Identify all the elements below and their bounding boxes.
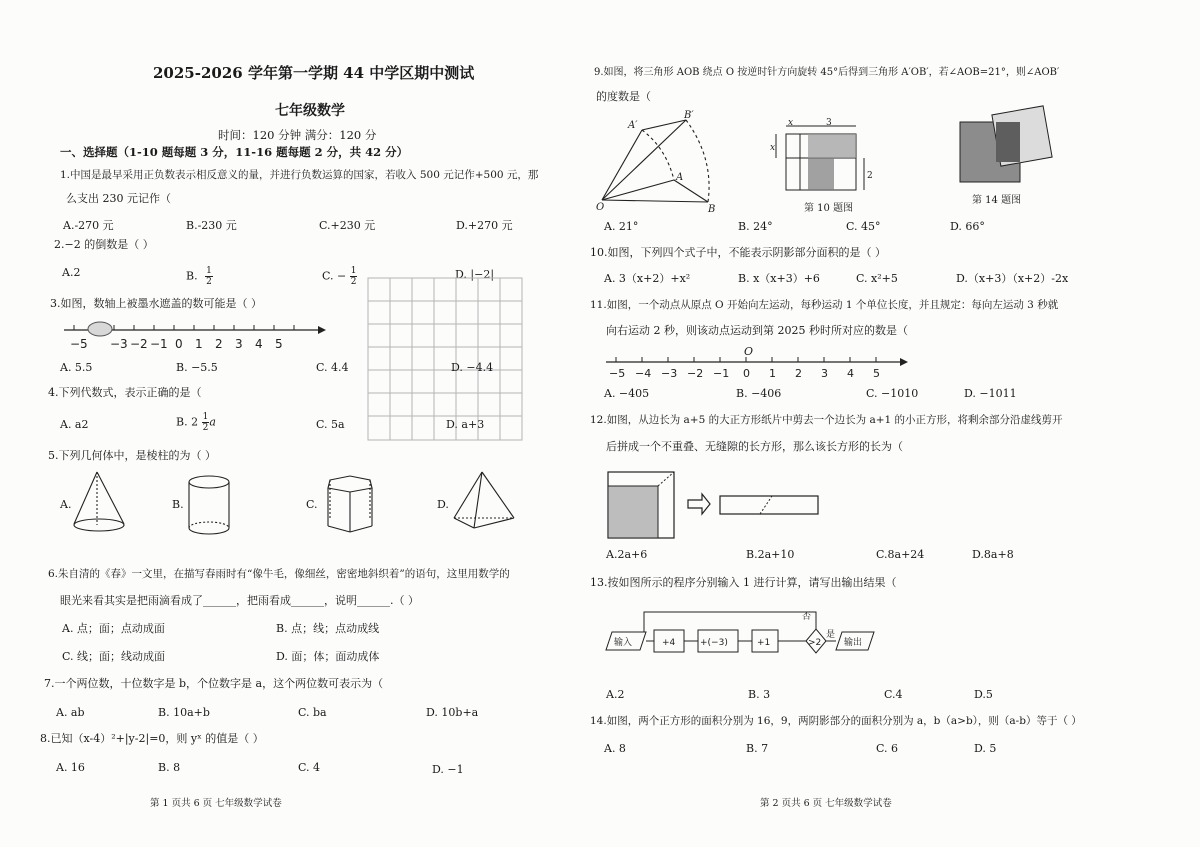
q7-option-d[interactable]: D. 10b+a [426, 706, 479, 719]
q5-option-b[interactable]: B. [172, 498, 184, 511]
q11-origin-label: O [744, 345, 754, 358]
q4-b-variable: a [209, 415, 216, 429]
q10-label-2: 2 [867, 171, 873, 181]
q3-tick-label: −2 [130, 337, 148, 351]
exam-meta: 时间：120 分钟 满分：120 分 [218, 128, 377, 142]
q11-tick-label: −1 [713, 367, 730, 380]
q11-line2: 向右运动 2 秒，则该动点运动到第 2025 秒时所对应的数是（ [606, 324, 908, 337]
q3-option-d[interactable]: D. −4.4 [451, 361, 494, 374]
q2-c-denominator: 2 [350, 277, 357, 287]
flow-compare: >2 [808, 638, 822, 648]
q9-option-c[interactable]: C. 45° [846, 220, 881, 233]
q2-c-sign: − [337, 269, 347, 283]
q4-b-denominator: 2 [202, 423, 209, 433]
q9-line2: 的度数是（ [596, 90, 651, 103]
q1-option-c[interactable]: C.+230 元 [319, 219, 376, 232]
q12-line1: 12.如图，从边长为 a+5 的大正方形纸片中剪去一个边长为 a+1 的小正方形，将剩余部分沿虚线剪开 [590, 414, 1063, 426]
q10-label-3: 3 [826, 118, 832, 128]
q11-tick-label: 0 [743, 367, 750, 380]
q5-option-d[interactable]: D. [437, 498, 449, 511]
flow-add-4: +4 [662, 638, 676, 648]
q9-label-a: A [676, 172, 684, 183]
q6-option-c[interactable]: C. 线；面；线动成面 [62, 650, 166, 663]
q11-tick-label: 2 [795, 367, 802, 380]
q14-figure [956, 104, 1066, 194]
q13-text: 13.按如图所示的程序分别输入 1 进行计算，请写出输出结果（ [590, 576, 897, 589]
q1-line1: 1.中国是最早采用正负数表示相反意义的量，并进行负数运算的国家，若收入 500 元记作+500 元，那 [60, 169, 539, 181]
q8-option-c[interactable]: C. 4 [298, 761, 321, 774]
q11-option-c[interactable]: C. −1010 [866, 387, 919, 400]
q11-option-b[interactable]: B. −406 [736, 387, 782, 400]
q9-option-a[interactable]: A. 21° [604, 220, 639, 233]
flow-no-label: 否 [802, 612, 812, 622]
right-page [590, 0, 1200, 847]
q14-option-d[interactable]: D. 5 [974, 742, 997, 755]
q10-text: 10.如图，下列四个式子中，不能表示阴影部分面积的是（ ） [590, 246, 886, 259]
q10-option-b[interactable]: B. x（x+3）+6 [738, 272, 820, 285]
q3-tick-label: −3 [110, 337, 128, 351]
q8-option-b[interactable]: B. 8 [158, 761, 181, 774]
q3-tick-label: 2 [215, 337, 223, 351]
q5-text: 5.下列几何体中，是棱柱的为（ ） [48, 449, 216, 462]
q7-option-a[interactable]: A. ab [56, 706, 85, 719]
q13-option-a[interactable]: A.2 [606, 688, 625, 701]
q14-option-b[interactable]: B. 7 [746, 742, 769, 755]
q3-number-line [60, 316, 330, 350]
bleed-grid-figure [368, 278, 522, 440]
q11-tick-label: 1 [769, 367, 776, 380]
q7-option-b[interactable]: B. 10a+b [158, 706, 210, 719]
q9-label-b: B [708, 204, 716, 215]
ink-blot [88, 322, 112, 336]
q8-option-d[interactable]: D. −1 [432, 763, 464, 776]
q4-option-b[interactable]: B. 2 $\frac{1}{2}$ a [176, 412, 216, 433]
q1-option-b[interactable]: B.-230 元 [186, 219, 237, 232]
q5-option-a[interactable]: A. [60, 498, 72, 511]
q10-label-x-top: x [788, 118, 794, 128]
q3-tick-label: 5 [275, 337, 283, 351]
q3-tick-label: −5 [70, 337, 88, 351]
q13-option-c[interactable]: C.4 [884, 688, 903, 701]
q11-number-line [606, 346, 916, 380]
pyramid-figure [452, 470, 518, 538]
q4-text: 4.下列代数式，表示正确的是（ [48, 386, 202, 399]
q10-caption: 第 10 题图 [804, 203, 854, 214]
flow-output: 输出 [844, 638, 863, 648]
q9-line1: 9.如图，将三角形 AOB 绕点 O 按逆时针方向旋转 45°后得到三角形 A′OB′，若∠AOB=21°，则∠AOB′ [594, 67, 1060, 78]
q12-option-b[interactable]: B.2a+10 [746, 548, 795, 561]
q2-b-numerator: 1 [206, 266, 212, 276]
q13-option-d[interactable]: D.5 [974, 688, 993, 701]
q4-option-d[interactable]: D. a+3 [446, 418, 485, 431]
q3-tick-label: 4 [255, 337, 263, 351]
q8-option-a[interactable]: A. 16 [56, 761, 85, 774]
cylinder-figure [185, 474, 235, 538]
q14-option-a[interactable]: A. 8 [604, 742, 626, 755]
q1-option-a[interactable]: A.-270 元 [63, 219, 114, 232]
flow-input: 输入 [614, 638, 633, 648]
q9-rotation-figure [596, 108, 720, 215]
q11-line1: 11.如图，一个动点从原点 O 开始向左运动，每秒运动 1 个单位长度，并且规定：每向左运动 3 秒就 [590, 299, 1059, 311]
q2-c-numerator: 1 [350, 266, 357, 276]
q12-option-c[interactable]: C.8a+24 [876, 548, 925, 561]
q6-line2: 眼光来看其实是把雨滴看成了______，把雨看成______，说明______.（ ） [60, 594, 419, 607]
q6-option-d[interactable]: D. 面；体；面动成体 [276, 650, 380, 663]
q2-option-b[interactable]: B. $\frac{1}{2}$ [186, 266, 212, 287]
q4-option-a[interactable]: A. a2 [60, 418, 89, 431]
q4-b-integer: 2 [191, 415, 199, 429]
q3-option-c[interactable]: C. 4.4 [316, 361, 349, 374]
q9-option-d[interactable]: D. 66° [950, 220, 985, 233]
q12-figure [606, 470, 826, 542]
q2-option-d[interactable]: D. |−2| [455, 268, 495, 281]
q4-option-c[interactable]: C. 5a [316, 418, 345, 431]
q4-b-numerator: 1 [202, 412, 209, 422]
q6-line1: 6.朱自清的《春》一文里，在描写春雨时有“像牛毛，像细丝，密密地斜织着”的语句，这里用数学的 [48, 568, 510, 580]
q12-option-d[interactable]: D.8a+8 [972, 548, 1014, 561]
q10-figure [770, 120, 880, 200]
q10-option-d[interactable]: D.（x+3）（x+2）-2x [956, 272, 1069, 285]
left-page [0, 0, 590, 847]
q2-option-c[interactable]: C. − $\frac{1}{2}$ [322, 266, 357, 287]
q6-option-a[interactable]: A. 点；面；点动成面 [62, 622, 165, 635]
q11-tick-label: −5 [609, 367, 626, 380]
q6-option-b[interactable]: B. 点；线；点动成线 [276, 622, 380, 635]
right-footer: 第 2 页共 6 页 七年级数学试卷 [760, 798, 892, 809]
q3-tick-label: −1 [150, 337, 168, 351]
q11-tick-label: 3 [821, 367, 828, 380]
q9-option-b[interactable]: B. 24° [738, 220, 773, 233]
q2-option-a[interactable]: A.2 [62, 266, 81, 279]
q14-caption: 第 14 题图 [972, 195, 1022, 206]
q1-option-d[interactable]: D.+270 元 [456, 219, 513, 232]
q3-option-b[interactable]: B. −5.5 [176, 361, 218, 374]
hexagonal-prism-figure [320, 474, 380, 540]
exam-title: 2025-2026 学年第一学期 44 中学区期中测试 [153, 64, 475, 82]
flow-yes-label: 是 [826, 630, 836, 640]
q7-text: 7.一个两位数，十位数字是 b，个位数字是 a，这个两位数可表示为（ [44, 677, 384, 690]
q12-option-a[interactable]: A.2a+6 [606, 548, 648, 561]
q11-tick-label: −3 [661, 367, 678, 380]
q11-tick-label: −2 [687, 367, 704, 380]
q13-option-b[interactable]: B. 3 [748, 688, 771, 701]
q10-option-c[interactable]: C. x²+5 [856, 272, 898, 285]
section-heading: 一、选择题（1-10 题每题 3 分，11-16 题每题 2 分，共 42 分） [60, 145, 409, 159]
q10-option-a[interactable]: A. 3（x+2）+x² [604, 272, 691, 285]
flow-add-1: +1 [757, 638, 771, 648]
q13-flowchart [606, 604, 886, 664]
q5-option-c[interactable]: C. [306, 498, 318, 511]
q11-tick-label: −4 [635, 367, 652, 380]
q3-text: 3.如图，数轴上被墨水遮盖的数可能是（ ） [50, 297, 262, 310]
q1-line2: 么支出 230 元记作（ [66, 192, 171, 205]
q3-tick-label: 3 [235, 337, 243, 351]
q3-tick-label: 1 [195, 337, 203, 351]
exam-subtitle: 七年级数学 [275, 103, 345, 119]
cone-figure [70, 470, 130, 538]
q11-option-d[interactable]: D. −1011 [964, 387, 1017, 400]
q3-tick-label: 0 [175, 337, 183, 351]
q9-label-a-prime: A′ [628, 120, 638, 131]
q11-tick-label: 5 [873, 367, 880, 380]
q10-label-x-side: x [770, 143, 776, 153]
q14-text: 14.如图，两个正方形的面积分别为 16，9，两阴影部分的面积分别为 a，b（a>b），则（a-b）等于（ ） [590, 715, 1082, 727]
flow-add-neg3: +(−3) [700, 638, 728, 648]
left-footer: 第 1 页共 6 页 七年级数学试卷 [150, 798, 282, 809]
q9-label-o: O [596, 202, 605, 213]
q14-option-c[interactable]: C. 6 [876, 742, 899, 755]
q3-option-a[interactable]: A. 5.5 [60, 361, 93, 374]
q12-line2: 后拼成一个不重叠、无缝隙的长方形，那么该长方形的长为（ [606, 440, 903, 453]
q2-b-denominator: 2 [206, 277, 212, 287]
q8-text: 8.已知（x-4）²+|y-2|=0，则 yˣ 的值是（ ） [40, 732, 264, 745]
q9-label-b-prime: B′ [684, 110, 694, 121]
q11-option-a[interactable]: A. −405 [604, 387, 650, 400]
q2-text: 2.−2 的倒数是（ ） [54, 238, 154, 251]
q11-tick-label: 4 [847, 367, 854, 380]
q7-option-c[interactable]: C. ba [298, 706, 327, 719]
